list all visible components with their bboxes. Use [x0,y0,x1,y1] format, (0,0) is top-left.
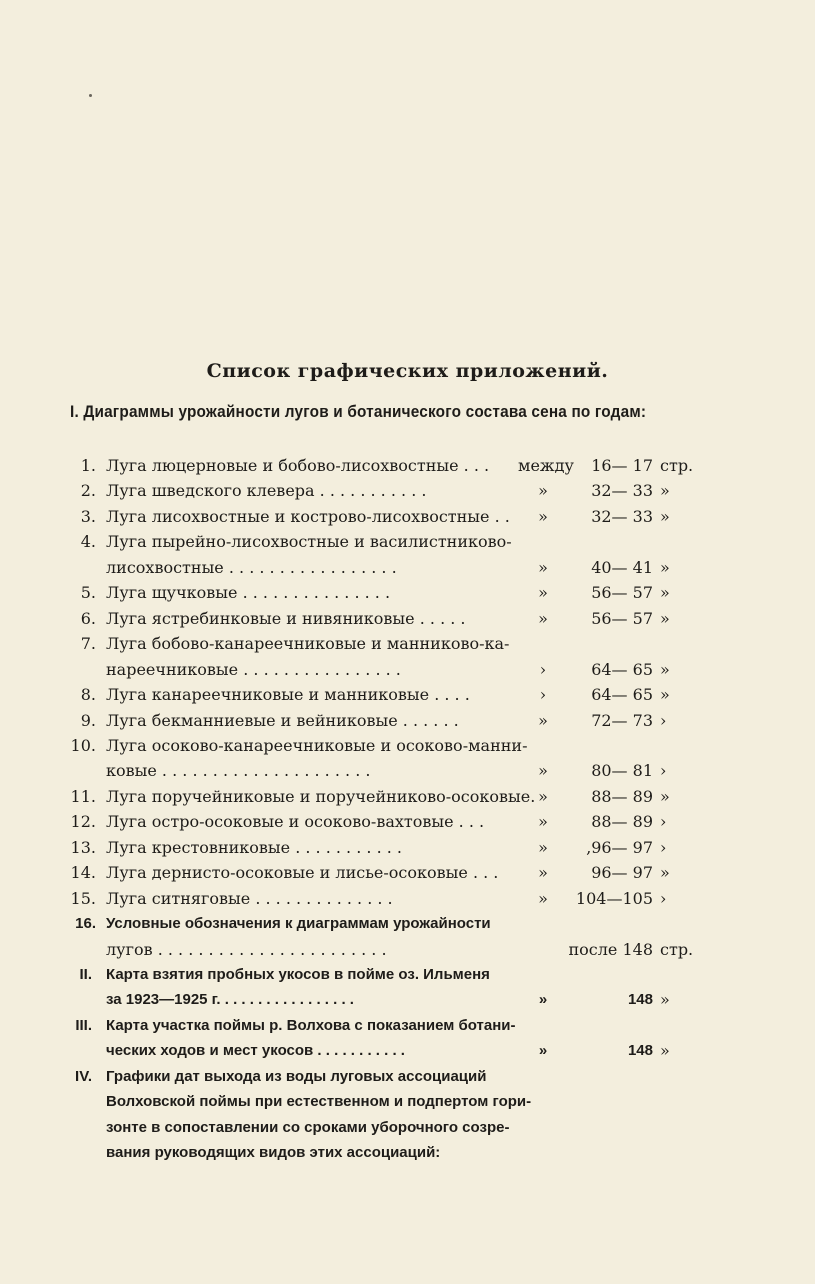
item-ref: » [538,761,548,780]
item-ref: » [538,711,548,730]
list-item [0,1115,815,1141]
list-item [0,708,815,734]
list-item [0,987,815,1013]
item-text: Волховской поймы при естественном и подпертом гори- [106,1093,532,1110]
list-item [0,809,815,835]
item-number: 2. [80,481,96,500]
list-item [0,733,815,759]
list-item [0,835,815,861]
item-text: Луга пырейно-лисохвостные и василистниково- [106,532,512,551]
item-text: вания руководящих видов этих ассоциаций: [106,1144,441,1161]
list-item [0,1140,815,1166]
item-number: 1. [80,456,96,475]
item-ref: » [538,1042,548,1059]
list-item [0,860,815,886]
item-text: лугов . . . . . . . . . . . . . . . . . . . . . . . [106,940,387,959]
list-item [0,555,815,581]
item-text: Луга ястребинковые и нивяниковые . . . . . [106,609,466,628]
item-unit: стр. [660,940,694,959]
item-unit: » [660,507,670,526]
item-number: 8. [80,685,96,704]
item-text: Луга шведского клевера . . . . . . . . . . . [106,481,427,500]
item-unit: › [660,812,667,831]
item-pages: 80— 81 [591,761,653,780]
item-pages: ‚96— 97 [586,838,653,857]
item-text: Луга осоково-канареечниковые и осоково-манни- [106,736,528,755]
item-ref: » [538,889,548,908]
item-number: 11. [70,787,96,806]
list-item [0,682,815,708]
item-number: 7. [80,634,96,653]
item-text: Луга щучковые . . . . . . . . . . . . . . . [106,583,391,602]
item-ref: » [538,583,548,602]
item-pages: 40— 41 [591,558,653,577]
item-text: лисохвостные . . . . . . . . . . . . . . . . . [106,558,397,577]
page-title: Список графических приложений. [206,360,609,382]
item-unit: › [660,761,667,780]
list-item [0,886,815,912]
item-number: 9. [80,711,96,730]
item-text: Графики дат выхода из воды луговых ассоциаций [106,1068,487,1085]
item-ref: » [538,991,548,1008]
item-ref: » [538,507,548,526]
item-number: 14. [70,863,96,882]
item-text: Условные обозначения к диаграммам урожайности [106,915,491,932]
item-text: Луга люцерновые и бобово-лисохвостные . . . [106,456,490,475]
item-unit: › [660,711,667,730]
item-text: за 1923—1925 г. . . . . . . . . . . . . . . . . [106,991,354,1008]
item-pages: 88— 89 [591,787,653,806]
item-unit: » [660,609,670,628]
item-number: 12. [70,812,96,831]
item-text: Карта взятия пробных укосов в пойме оз. Ильменя [106,966,490,983]
item-unit: » [660,685,670,704]
item-unit: стр. [660,456,694,475]
item-ref: » [538,812,548,831]
item-text: ковые . . . . . . . . . . . . . . . . . . . . . [106,761,371,780]
list-item [0,631,815,657]
item-pages: 72— 73 [591,711,653,730]
item-text: Луга дернисто-осоковые и лисье-осоковые . . . [106,863,499,882]
item-number: IV. [75,1068,92,1085]
item-pages: 96— 97 [591,863,653,882]
item-pages: 104—105 [575,889,653,908]
list-item [0,1013,815,1039]
item-number: 4. [80,532,96,551]
item-unit: » [660,583,670,602]
list-item [0,478,815,504]
list-item [0,962,815,988]
section-heading: I. Диаграммы урожайности лугов и ботанического состава сена по годам: [70,403,647,421]
item-unit: » [660,660,670,679]
item-pages: после 148 [568,940,653,959]
item-pages: 32— 33 [591,507,653,526]
item-ref: › [539,660,547,679]
item-number: 6. [80,609,96,628]
item-number: 13. [70,838,96,857]
item-pages: 32— 33 [591,481,653,500]
item-pages: 56— 57 [591,609,653,628]
item-text: нареечниковые . . . . . . . . . . . . . . . . [106,660,401,679]
item-pages: 64— 65 [591,685,653,704]
item-number: 3. [80,507,96,526]
item-text: Луга бобово-канареечниковые и манниково-ка- [106,634,510,653]
item-text: Луга поручейниковые и поручейниково-осоковые. [106,787,536,806]
item-number: 10. [70,736,96,755]
item-ref: » [538,609,548,628]
item-ref: » [538,558,548,577]
item-ref: » [538,863,548,882]
item-text: Луга крестовниковые . . . . . . . . . . . [106,838,402,857]
item-pages: 148 [627,1042,653,1059]
item-text: Луга бекманниевые и вейниковые . . . . . . [106,711,459,730]
item-ref: между [518,456,574,475]
list-item [0,937,815,963]
list-item [0,1089,815,1115]
item-ref: » [538,481,548,500]
item-pages: 148 [627,991,653,1008]
item-unit: › [660,889,667,908]
list-item [0,606,815,632]
item-text: зонте в сопоставлении со сроками уборочного созре- [106,1119,510,1136]
item-pages: 64— 65 [591,660,653,679]
item-text: Луга лисохвостные и кострово-лисохвостные . . [106,507,510,526]
list-item [0,504,815,530]
list-item [0,1064,815,1090]
list-item [0,911,815,937]
item-text: Луга остро-осоковые и осоково-вахтовые . . . [106,812,485,831]
item-unit: » [660,863,670,882]
item-text: Карта участка поймы р. Волхова с показанием ботани- [106,1017,516,1034]
item-number: III. [75,1017,92,1034]
list-item [0,758,815,784]
item-ref: » [538,838,548,857]
list-item [0,1038,815,1064]
list-item [0,453,815,479]
item-text: Луга канареечниковые и манниковые . . . . [106,685,470,704]
item-ref: » [538,787,548,806]
paper-speck [89,94,92,97]
item-unit: » [660,558,670,577]
item-number: 5. [80,583,96,602]
item-number: 15. [70,889,96,908]
item-text: ческих ходов и мест укосов . . . . . . . . . . . [106,1042,405,1059]
item-text: Луга ситняговые . . . . . . . . . . . . . . [106,889,393,908]
list-item [0,529,815,555]
item-unit: › [660,838,667,857]
item-number: 16. [75,915,96,932]
list-item [0,784,815,810]
item-pages: 16— 17 [591,456,653,475]
list-item [0,657,815,683]
item-ref: › [539,685,547,704]
item-unit: » [660,787,670,806]
item-pages: 56— 57 [591,583,653,602]
item-unit: » [660,1041,670,1060]
item-unit: » [660,990,670,1009]
list-item [0,580,815,606]
item-unit: » [660,481,670,500]
item-pages: 88— 89 [591,812,653,831]
item-number: II. [79,966,92,983]
